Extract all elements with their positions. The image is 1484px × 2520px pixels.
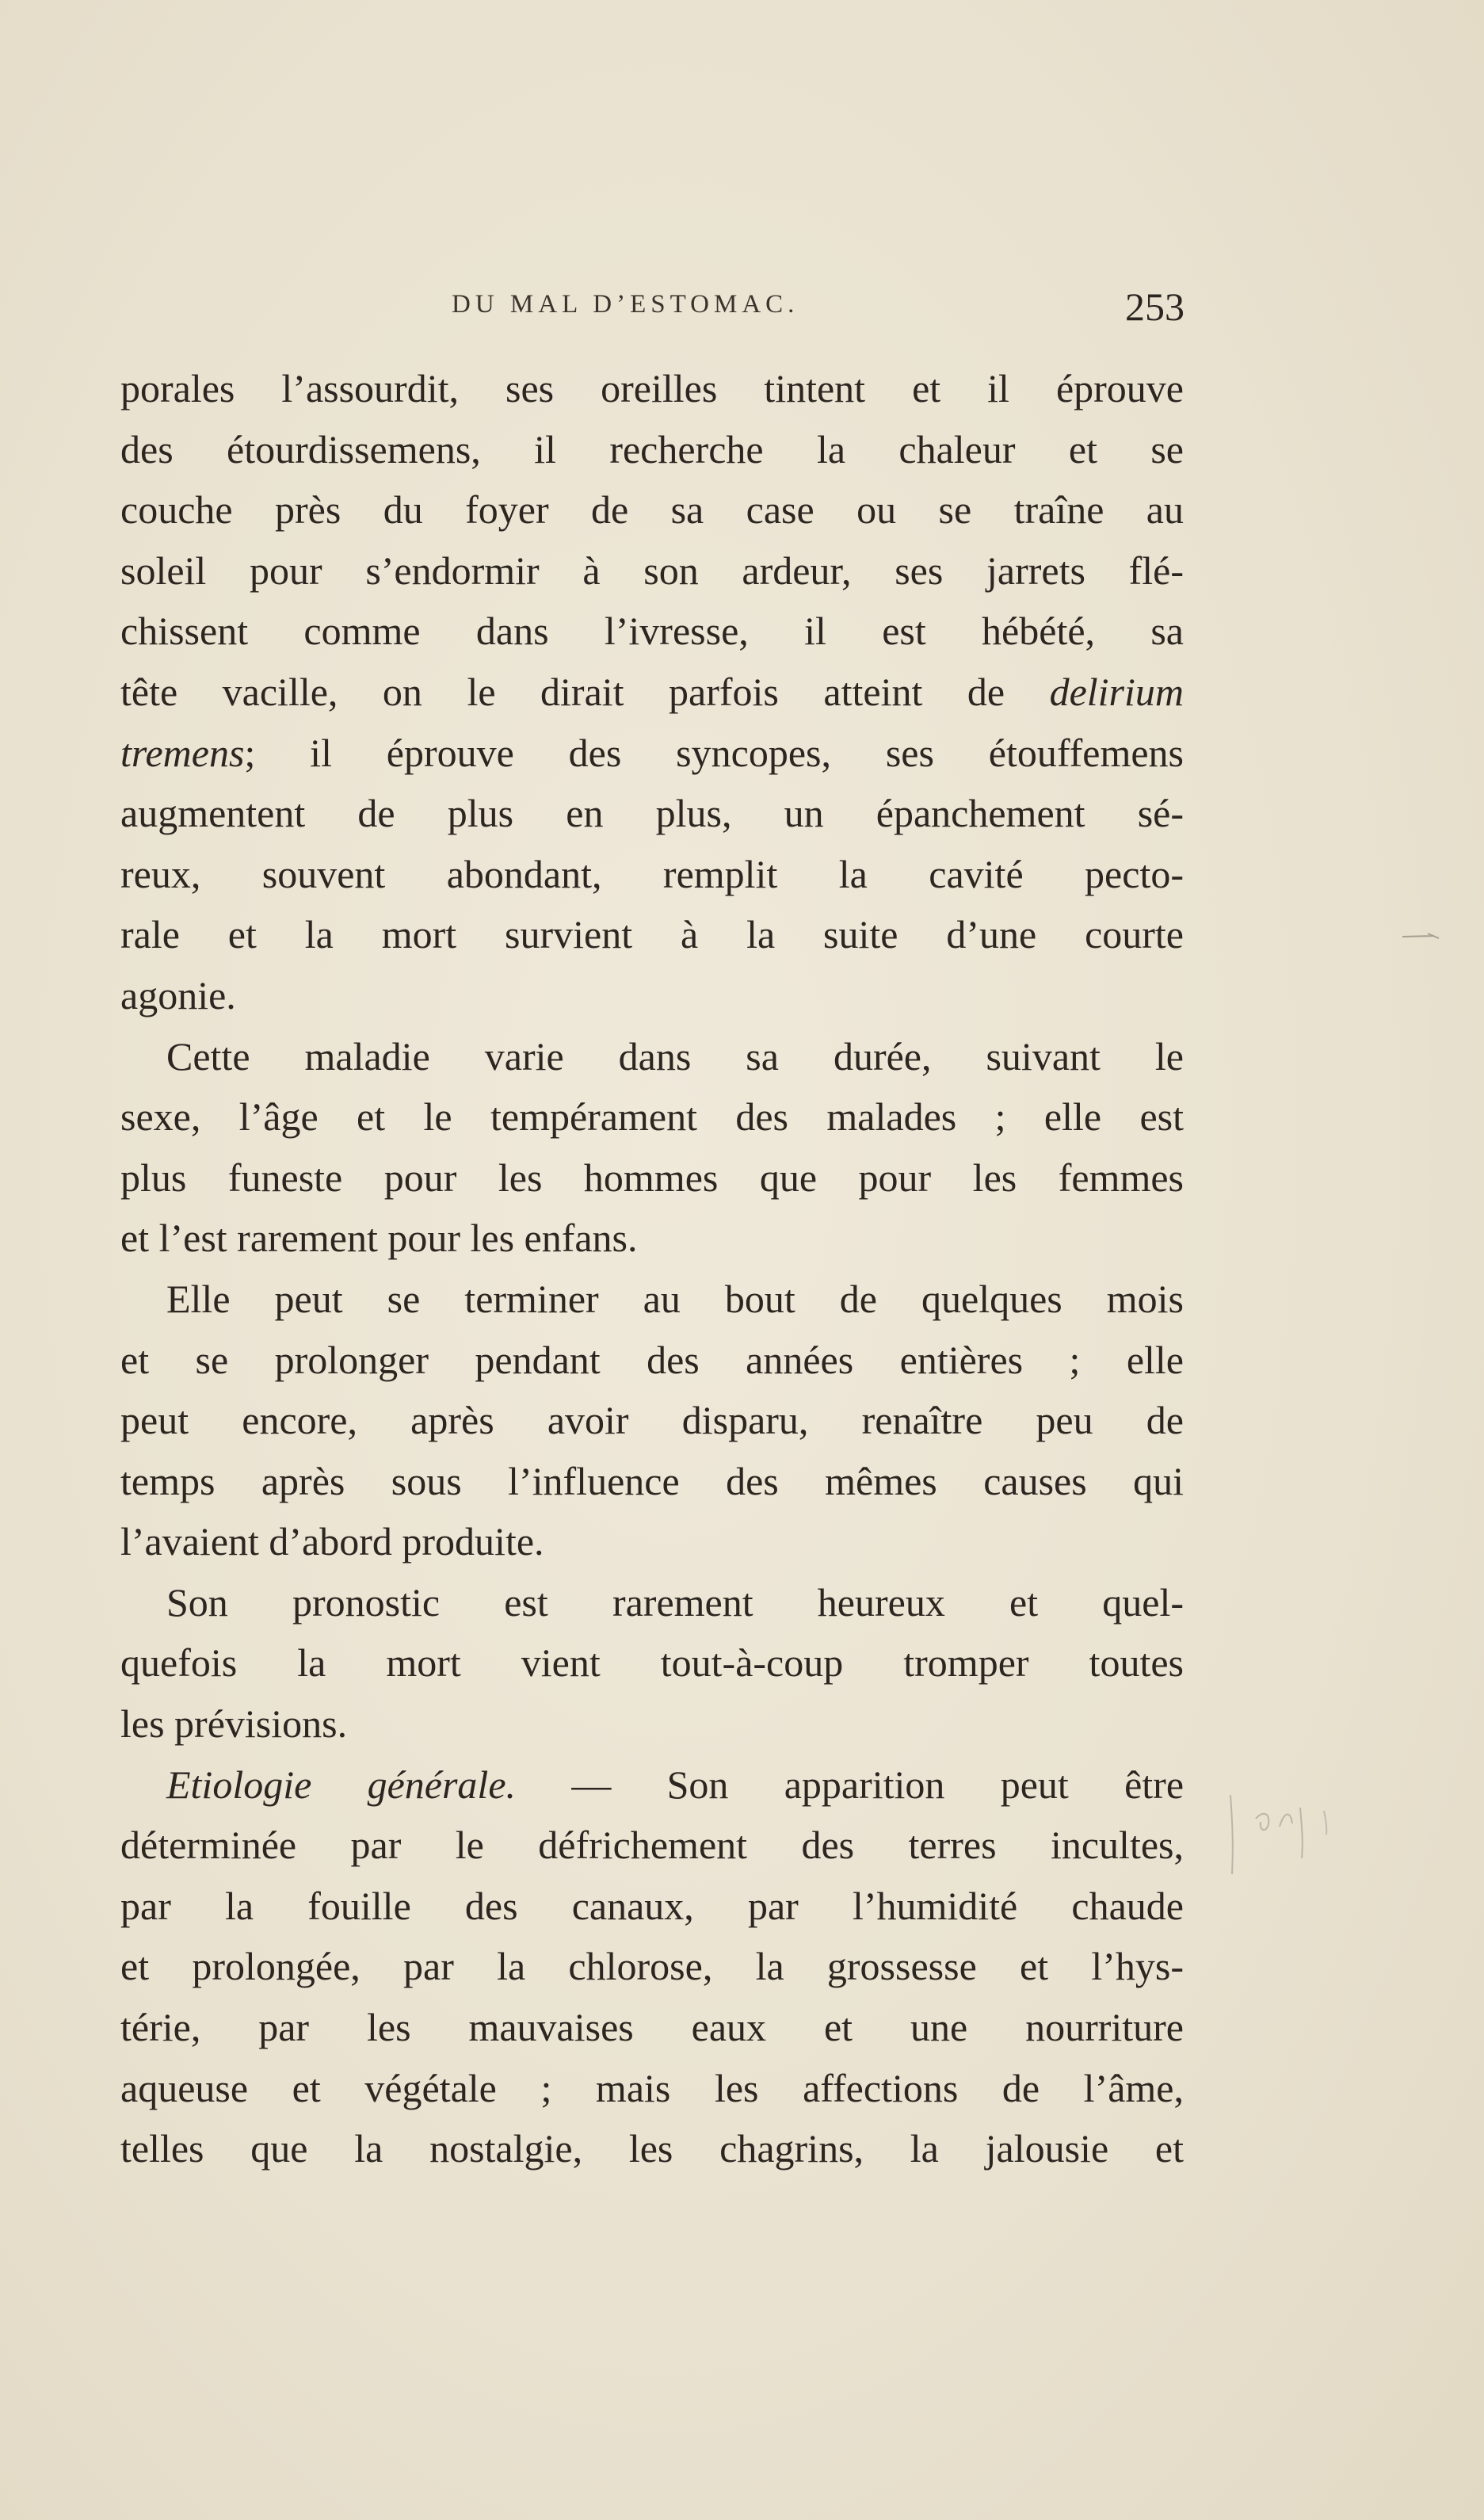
pencil-annotation [1224, 1779, 1343, 1882]
text-line: sexe, l’âge et le tempérament des malades ; elle est [120, 1094, 1184, 1140]
text-line: reux, souvent abondant, remplit la cavité pecto- [120, 851, 1184, 896]
text-line: et prolongée, par la chlorose, la grossesse et l’hys- [120, 1944, 1184, 1989]
page-number: 253 [1125, 284, 1185, 329]
running-title: DU MAL D’ESTOMAC. [452, 290, 799, 319]
text-line: l’avaient d’abord produite. [120, 1519, 544, 1564]
text-line: des étourdissemens, il recherche la chaleur et se [120, 426, 1184, 472]
text-line: chissent comme dans l’ivresse, il est hébété, sa [120, 609, 1184, 654]
text-line: les prévisions. [120, 1701, 348, 1747]
text-run: — Son apparition peut être [516, 1762, 1184, 1807]
text-run: tête vacille, on le dirait parfois atteint de [120, 669, 1005, 714]
italic-term: delirium [1049, 669, 1184, 714]
text-line: augmentent de plus en plus, un épanchement sé- [120, 791, 1184, 836]
italic-term: tremens [120, 730, 245, 775]
text-line: térie, par les mauvaises eaux et une nourriture [120, 2005, 1184, 2050]
text-line: Cette maladie varie dans sa durée, suivant le [166, 1033, 1184, 1079]
text-line: agonie. [120, 972, 236, 1018]
text-line: Elle peut se terminer au bout de quelques mois [166, 1276, 1184, 1321]
text-line: Son pronostic est rarement heureux et quel- [166, 1579, 1184, 1625]
text-line: et se prolonger pendant des années entières ; elle [120, 1337, 1184, 1382]
text-line [120, 1754, 1184, 1816]
text-run: ; il éprouve des syncopes, ses étouffemens [244, 730, 1184, 775]
text-line: temps après sous l’influence des mêmes causes qui [120, 1458, 1184, 1503]
text-line [120, 662, 1184, 723]
text-line: quefois la mort vient tout-à-coup tromper toutes [120, 1640, 1184, 1686]
text-line [120, 723, 1184, 784]
body-text [120, 358, 1184, 2179]
text-line: soleil pour s’endormir à son ardeur, ses jarrets flé- [120, 548, 1184, 593]
text-line: porales l’assourdit, ses oreilles tintent et il éprouve [120, 366, 1184, 410]
text-line: aqueuse et végétale ; mais les affections de l’âme, [120, 2065, 1184, 2110]
text-line: déterminée par le défrichement des terres incultes, [120, 1823, 1184, 1868]
text-line: telles que la nostalgie, les chagrins, la jalousie et [120, 2126, 1184, 2171]
text-line: par la fouille des canaux, par l’humidité chaude [120, 1883, 1184, 1928]
running-head [119, 284, 1185, 331]
margin-dash-mark [1402, 931, 1440, 942]
text-line: couche près du foyer de sa case ou se traîne au [120, 487, 1184, 533]
text-line: plus funeste pour les hommes que pour les femmes [120, 1155, 1184, 1200]
text-line: peut encore, après avoir disparu, renaître peu de [120, 1398, 1184, 1443]
section-heading: Etiologie générale. [166, 1762, 517, 1807]
text-line: rale et la mort survient à la suite d’une courte [120, 912, 1184, 957]
text-line: et l’est rarement pour les enfans. [120, 1216, 638, 1261]
